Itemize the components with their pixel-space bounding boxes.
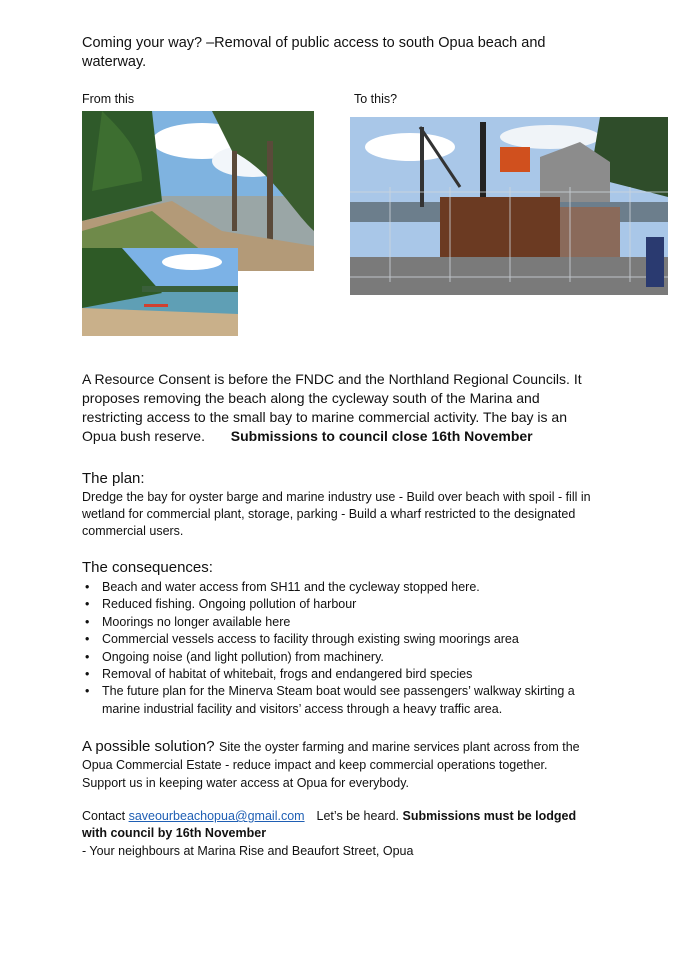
caption-to: To this? xyxy=(354,92,398,106)
contact-label: Contact xyxy=(82,809,126,823)
list-item: • Commercial vessels access to facility through existing swing moorings area xyxy=(82,631,592,648)
contact-deadline: Submissions must be lodged with council by 16th November xyxy=(82,809,577,840)
contact-paragraph xyxy=(82,808,598,842)
intro-text: A Resource Consent is before the FNDC and the Northland Regional Councils. It proposes removing the beach along the cycleway south of the Marina and restricting access to the small bay to marine commercial activity. The bay is an Opua bush reserve. xyxy=(82,371,582,444)
contact-email-link[interactable]: saveourbeachopua@gmail.com xyxy=(128,809,305,823)
page-title: Coming your way? –Removal of public access to south Opua beach and waterway. xyxy=(82,35,546,70)
list-item: • The future plan for the Minerva Steam boat would see passengers’ walkway skirting a marine industrial facility and visitors’ access through a heavy traffic area. xyxy=(82,683,592,718)
consequences-list xyxy=(82,579,592,718)
solution-heading: A possible solution? xyxy=(82,738,215,755)
plan-text: Dredge the bay for oyster barge and marine industry use - Build over beach with spoil - fill in wetland for commercial plant, storage, parking - Build a wharf restricted to the designated commercial users. xyxy=(82,490,591,538)
list-item: • Beach and water access from SH11 and the cycleway stopped here. xyxy=(82,579,592,596)
caption-from: From this xyxy=(82,92,135,106)
solution-text: Site the oyster farming and marine services plant across from the Opua Commercial Estate - reduce impact and keep commercial operations together. Support us in keeping water access at Opua for everybody. xyxy=(82,740,580,790)
signoff: - Your neighbours at Marina Rise and Beaufort Street, Opua xyxy=(82,844,414,858)
list-item: • Moorings no longer available here xyxy=(82,614,592,631)
solution-paragraph xyxy=(82,738,592,792)
list-item: • Removal of habitat of whitebait, frogs and endangered bird species xyxy=(82,666,592,683)
plan-heading: The plan: xyxy=(82,470,145,487)
intro-paragraph xyxy=(82,370,602,446)
contact-heard: Let’s be heard. xyxy=(316,809,400,823)
intro-deadline: Submissions to council close 16th November xyxy=(230,428,533,444)
beach-photo-main xyxy=(82,111,314,271)
consequences-heading: The consequences: xyxy=(82,559,213,576)
construction-photo xyxy=(350,117,668,295)
list-item: • Ongoing noise (and light pollution) from machinery. xyxy=(82,649,592,666)
list-item: • Reduced fishing. Ongoing pollution of harbour xyxy=(82,596,592,613)
beach-photo-inset xyxy=(82,248,238,336)
